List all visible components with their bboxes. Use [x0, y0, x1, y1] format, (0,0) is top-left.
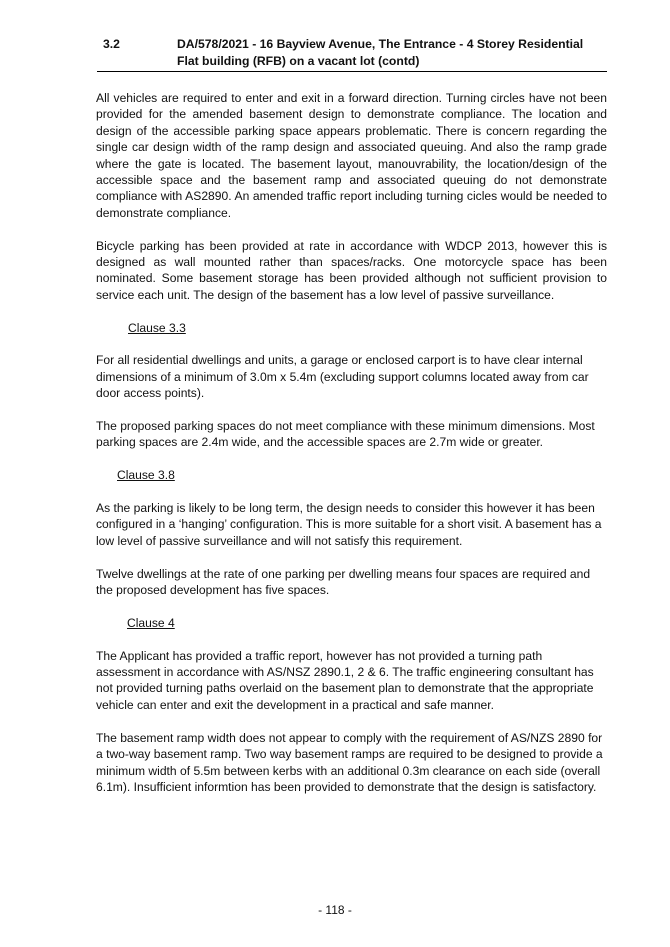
clause-heading-3-8: Clause 3.8	[117, 468, 175, 483]
clause-heading-4: Clause 4	[127, 615, 175, 630]
paragraph-garage-dimensions: For all residential dwellings and units, a garage or enclosed carport is to have clear internal dimensions of a minimum of 3.0m x 5.4m (excluding support columns located away from car door access points).	[96, 353, 589, 401]
paragraph-traffic-report: The Applicant has provided a traffic report, however has not provided a turning path assessment in accordance with AS/NSZ 2890.1, 2 & 6. The traffic engineering consultant has not provided turning paths overlaid on the basement plan to demonstrate that the appropriate vehicle can enter and exit the development in a practical and safe manner.	[96, 648, 594, 712]
section-number: 3.2	[103, 37, 120, 51]
paragraph-parking-compliance: The proposed parking spaces do not meet compliance with these minimum dimensions. Most parking spaces are 2.4m wide, and the accessible spaces are 2.7m wide or greater.	[96, 419, 595, 450]
paragraph-forward-direction: All vehicles are required to enter and exit in a forward direction. Turning circles have not been provided for the amended basement design to demonstrate compliance. The location and design of the accessible parking space appears problematic. There is concern regarding the single car design width of the ramp design and associated queuing. And also the ramp grade where the gate is located. The basement layout, manouvrability, the location/design of the accessible space and the basement ramp and associated queuing do not demonstrate compliance with AS2890. An amended traffic report including turning cicles would be needed to demonstrate compliance.	[96, 91, 607, 220]
paragraph-long-term-parking: As the parking is likely to be long term, the design needs to consider this however it has been configured in a ‘hanging’ configuration. This is more suitable for a short visit. A basement has a low level of passive surveillance and will not satisfy this requirement.	[96, 501, 602, 548]
header-rule	[97, 71, 607, 72]
paragraph-ramp-width: The basement ramp width does not appear to comply with the requirement of AS/NZS 2890 for a two-way basement ramp. Two way basement ramps are required to be designed to provide a minimum width of 5.5m between kerbs with an additional 0.3m clearance on each side (overall 6.1m). Insufficient informtion has been provided to demonstrate that the design is satisfactory.	[96, 730, 603, 794]
paragraph-parking-rate: Twelve dwellings at the rate of one parking per dwelling means four spaces are required and the proposed development has five spaces.	[96, 566, 591, 598]
page-number: - 118 -	[318, 903, 352, 917]
section-title: DA/578/2021 - 16 Bayview Avenue, The Entrance - 4 Storey Residential Flat building (RFB) on a vacant lot (contd)	[177, 37, 584, 68]
clause-heading-3-3: Clause 3.3	[128, 320, 186, 335]
document-body	[96, 90, 607, 812]
paragraph-bicycle-parking: Bicycle parking has been provided at rate in accordance with WDCP 2013, however this is designed as wall mounted rather than spaces/racks. One motorcycle space has been nominated. Some basement storage has been provided although not sufficient provision to service each unit. The design of the basement has a low level of passive surveillance.	[96, 238, 607, 302]
